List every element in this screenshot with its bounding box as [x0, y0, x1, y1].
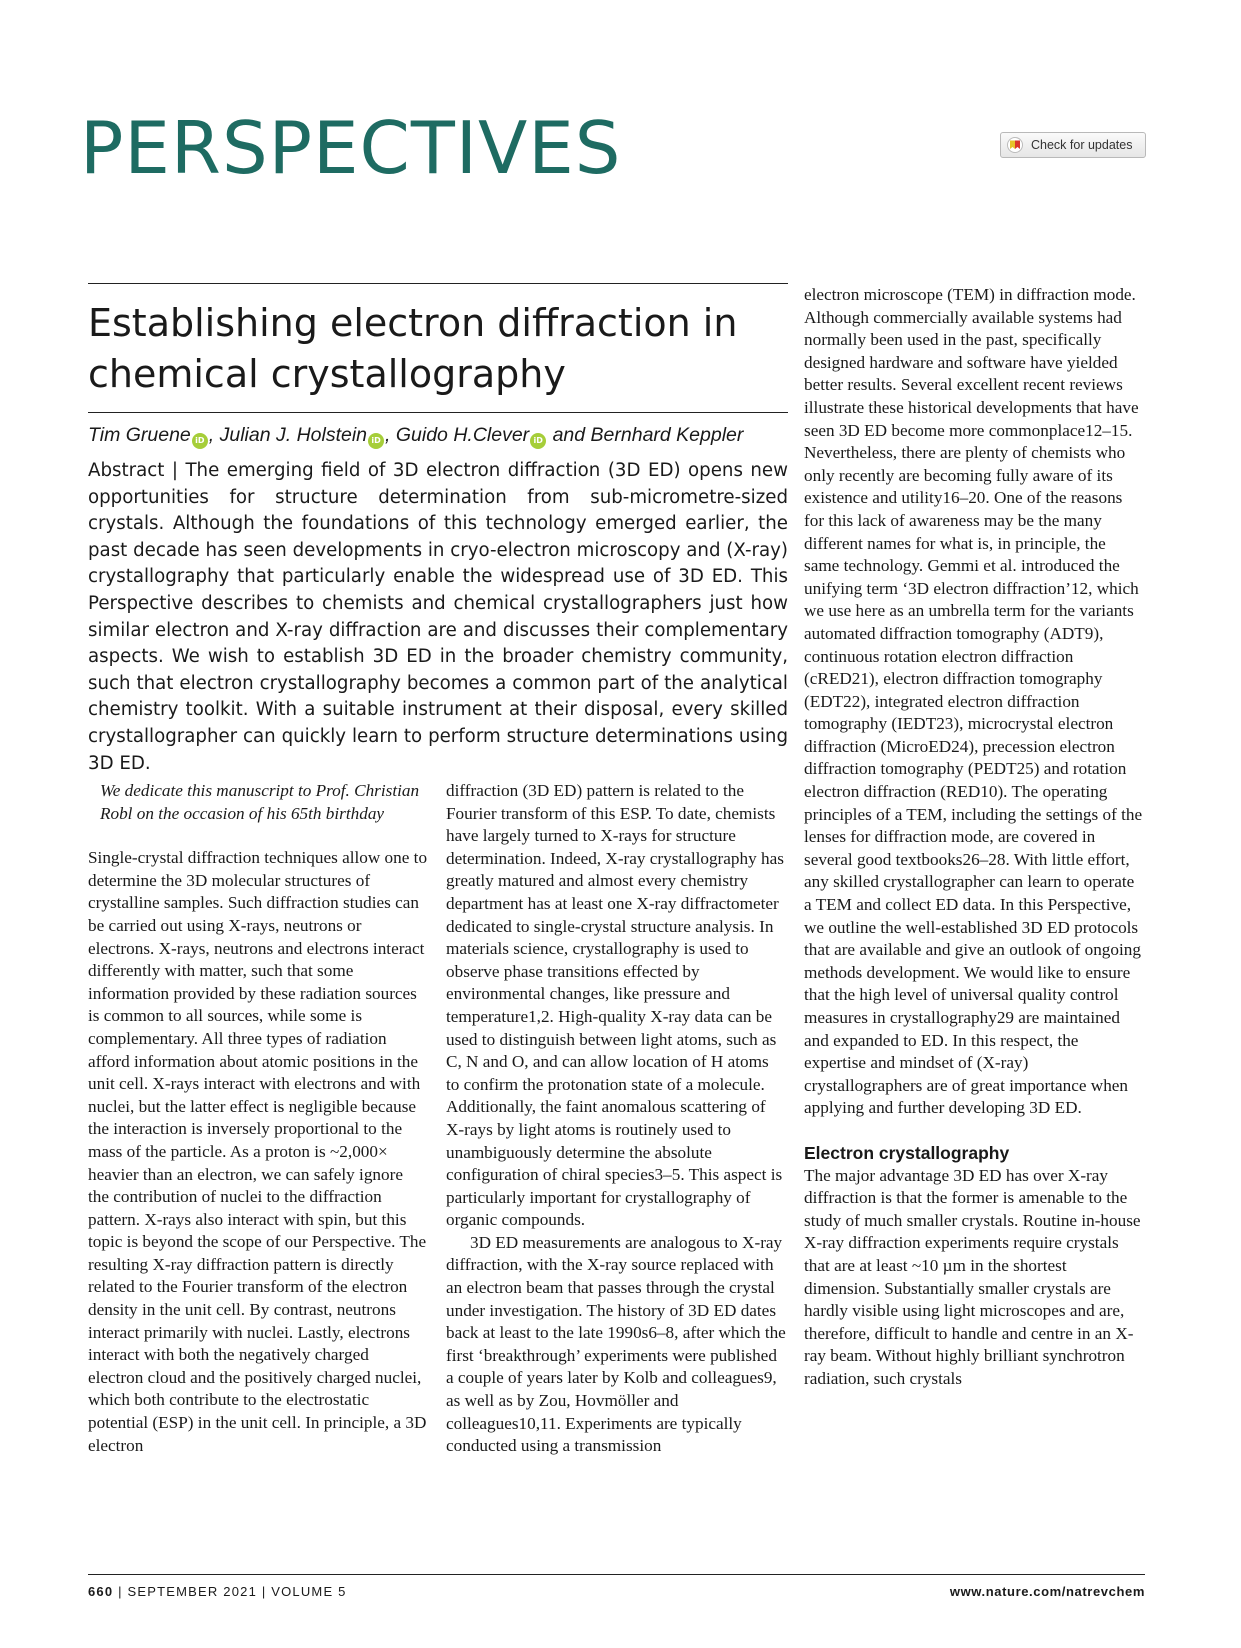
article-title: Establishing electron diffraction in chemical crystallography [88, 301, 738, 396]
orcid-icon[interactable]: iD [192, 433, 208, 449]
body-paragraph: electron microscope (TEM) in diffraction mode. Although commercially available systems had normally been used in the past, specifically designed hardware and software have yielded better results. Several excellent recent reviews illustrate these historical developments that have seen 3D ED become more commonplace12–15. Nevertheless, there are plenty of chemists who only recently are becoming fully aware of its existence and utility16–20. One of the reasons for this lack of awareness may be the many different names for what is, in principle, the same technology. Gemmi et al. introduced the unifying term ‘3D electron diffraction’12, which we use here as an umbrella term for the variants automated diffraction tomography (ADT9), continuous rotation electron diffraction (cRED21), electron diffraction tomography (EDT22), integrated electron diffraction tomography (IEDT23), microcrystal electron diffraction (MicroED24), precession electron diffraction tomography (PEDT25) and rotation electron diffraction (RED10). The operating principles of a TEM, including the settings of the lenses for diffraction mode, are covered in several good textbooks26–28. With little effort, any skilled crystallographer can learn to operate a TEM and collect ED data. In this Perspective, we outline the well-established 3D ED protocols that are available and give an outlook of ongoing methods development. We would like to ensure that the high level of universal quality control measures in crystallography29 are maintained and expanded to ED. In this respect, the expertise and mindset of (X-ray) crystallographers are of great importance when applying and further developing 3D ED. [804, 285, 1143, 1118]
author-name[interactable]: and Bernhard Keppler [547, 424, 744, 446]
body-column-2 [446, 780, 786, 1458]
body-column-1 [88, 780, 428, 1457]
journal-url-link[interactable]: www.nature.com/natrevchem [949, 1584, 1145, 1599]
title-bottom-rule [88, 412, 788, 413]
orcid-icon[interactable]: iD [530, 433, 546, 449]
body-paragraph: Single-crystal diffraction techniques allow one to determine the 3D molecular structures of crystalline samples. Such diffraction studies can be carried out using X-rays, neutrons or electrons. X-rays, neutrons and electrons interact differently with matter, such that some information provided by these radiation sources is common to all sources, while some is complementary. All three types of radiation afford information about atomic positions in the unit cell. X-rays interact with electrons and with nuclei, but the latter effect is negligible because the interaction is inversely proportional to the mass of the particle. As a proton is ~2,000× heavier than an electron, we can safely ignore the contribution of nuclei to the diffraction pattern. X-rays also interact with spin, but this topic is beyond the scope of our Perspective. The resulting X-ray diffraction pattern is directly related to the Fourier transform of the electron density in the unit cell. By contrast, neutrons interact primarily with nuclei. Lastly, electrons interact with both the negatively charged electron cloud and the positively charged nuclei, which both contribute to the electrostatic potential (ESP) in the unit cell. In principle, a 3D electron [88, 848, 428, 1455]
body-paragraph: diffraction (3D ED) pattern is related to the Fourier transform of this ESP. To date, chemists have largely turned to X-rays for structure determination. Indeed, X-ray crystallography has greatly matured and almost every chemistry department has at least one X-ray diffractometer dedicated to single-crystal structure analysis. In materials science, crystallography is used to observe phase transitions effected by environmental changes, like pressure and temperature1,2. High-quality X-ray data can be used to distinguish between light atoms, such as C, N and O, and can allow location of H atoms to confirm the protonation state of a molecule. Additionally, the faint anomalous scattering of X-rays by light atoms is routinely used to unambiguously determine the absolute configuration of chiral species3–5. This aspect is particularly important for crystallography of organic compounds. [446, 781, 784, 1230]
issue-info: | SEPTEMBER 2021 | VOLUME 5 [113, 1584, 347, 1599]
orcid-icon[interactable]: iD [368, 433, 384, 449]
footer-issue-info [88, 1584, 347, 1599]
author-list [88, 424, 743, 449]
section-title: PERSPECTIVES [80, 106, 622, 190]
body-column-3 [804, 284, 1144, 1391]
section-heading: Electron crystallography [804, 1142, 1010, 1163]
footer-rule [88, 1574, 1145, 1575]
author-name[interactable]: , Julian J. Holstein [208, 424, 368, 446]
dedication: We dedicate this manuscript to Prof. Christian Robl on the occasion of his 65th birthday [100, 781, 420, 823]
abstract: Abstract | The emerging field of 3D electron diffraction (3D ED) opens new opportunities for structure determination from sub-micrometre-sized crystals. Although the foundations of this technology emerged earlier, the past decade has seen developments in cryo-electron microscopy and (X-ray) crystallography that particularly enable the widespread use of 3D ED. This Perspective describes to chemists and chemical crystallographers just how similar electron and X-ray diffraction are and discusses their complementary aspects. We wish to establish 3D ED in the broader chemistry community, such that electron crystallography becomes a common part of the analytical chemistry toolkit. With a suitable instrument at their disposal, every skilled crystallographer can quickly learn to perform structure determinations using 3D ED. [88, 460, 788, 774]
check-for-updates-button[interactable] [1000, 132, 1146, 158]
body-paragraph: The major advantage 3D ED has over X-ray diffraction is that the former is amenable to the study of much smaller crystals. Routine in-house X-ray diffraction experiments require crystals that are at least ~10 µm in the shortest dimension. Substantially smaller crystals are hardly visible using light microscopes and are, therefore, difficult to handle and centre in an X-ray beam. Without highly brilliant synchrotron radiation, such crystals [804, 1165, 1141, 1388]
page-number: 660 [88, 1584, 114, 1599]
title-top-rule [88, 283, 788, 284]
author-name[interactable]: , Guido H.Clever [385, 424, 530, 446]
author-name[interactable]: Tim Gruene [88, 424, 191, 446]
body-paragraph: 3D ED measurements are analogous to X-ray diffraction, with the X-ray source replaced with an electron beam that passes through the crystal under investigation. The history of 3D ED dates back at least to the late 1990s6–8, after which the first ‘breakthrough’ experiments were published a couple of years later by Kolb and colleagues9, as well as by Zou, Hovmöller and colleagues10,11. Experiments are typically conducted using a transmission [446, 1232, 786, 1456]
crossmark-icon [1007, 137, 1023, 153]
check-for-updates-label: Check for updates [1031, 138, 1133, 152]
